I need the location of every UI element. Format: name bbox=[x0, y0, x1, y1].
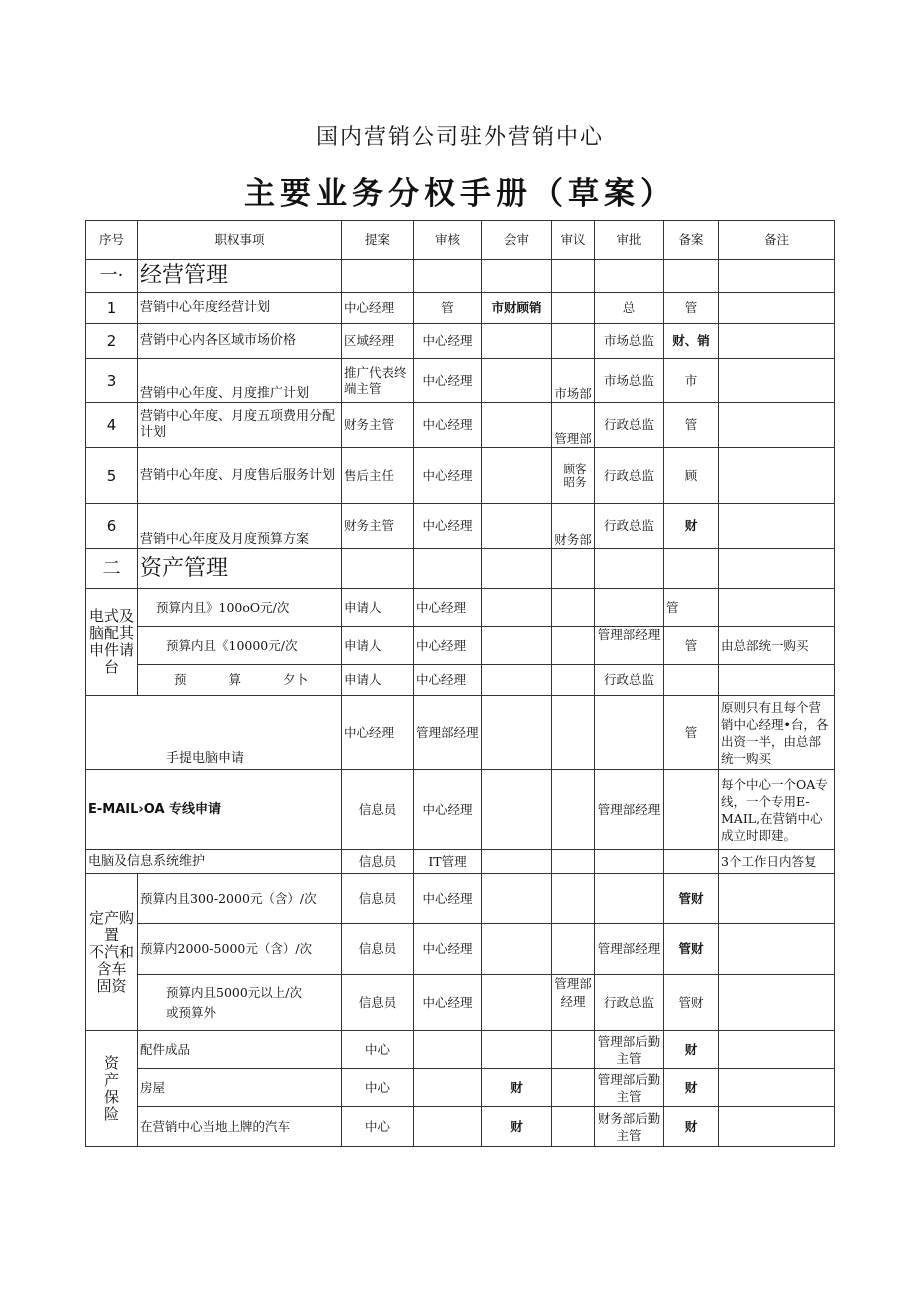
authority-item: 手提电脑申请 bbox=[86, 696, 342, 770]
remark-cell bbox=[719, 403, 835, 448]
deliberation-cell: 管理部 bbox=[552, 403, 595, 448]
proposal-cell: 中心经理 bbox=[342, 293, 414, 324]
filing-cell: 财 bbox=[664, 1107, 719, 1147]
authority-item: 预算内2000-5000元（含）/次 bbox=[138, 924, 342, 975]
header-cell: 审议 bbox=[552, 221, 595, 260]
filing-cell: 顾 bbox=[664, 448, 719, 504]
filing-cell: 管 bbox=[664, 293, 719, 324]
authority-item: 在营销中心当地上牌的汽车 bbox=[138, 1107, 342, 1147]
row-number: 5 bbox=[86, 448, 138, 504]
remark-cell bbox=[719, 665, 835, 696]
approval-cell: 管理部经理 bbox=[595, 770, 664, 850]
deliberation-cell bbox=[552, 924, 595, 975]
proposal-cell: 申请人 bbox=[342, 665, 414, 696]
group-label-part: 不汽和 bbox=[88, 942, 134, 961]
remark-cell bbox=[719, 359, 835, 403]
row-number: 2 bbox=[86, 324, 138, 359]
approval-cell: 行政总监 bbox=[595, 975, 664, 1031]
filing-cell: 管 bbox=[664, 696, 719, 770]
joint-review-cell bbox=[482, 1031, 552, 1069]
proposal-cell: 财务主管 bbox=[342, 403, 414, 448]
authority-item: E-MAIL›OA 专线申请 bbox=[86, 770, 342, 850]
remark-cell bbox=[719, 589, 835, 627]
section-number: 一· bbox=[86, 260, 138, 293]
header-cell: 备案 bbox=[664, 221, 719, 260]
proposal-cell: 申请人 bbox=[342, 627, 414, 665]
group-label-part: 固资 bbox=[96, 976, 127, 995]
approval-cell: 市场总监 bbox=[595, 324, 664, 359]
header-cell: 提案 bbox=[342, 221, 414, 260]
section-title: 资产管理 bbox=[138, 549, 342, 589]
filing-cell: 管 bbox=[664, 403, 719, 448]
table-row bbox=[86, 589, 835, 627]
approval-cell: 行政总监 bbox=[595, 665, 664, 696]
review-cell: 中心经理 bbox=[414, 403, 482, 448]
table-row bbox=[86, 696, 835, 770]
joint-review-cell bbox=[482, 448, 552, 504]
group-label-part: 含车 bbox=[96, 959, 127, 978]
filing-cell: 财 bbox=[664, 504, 719, 549]
authority-item: 营销中心年度、月度售后服务计划 bbox=[138, 448, 342, 504]
authority-item: 配件成品 bbox=[138, 1031, 342, 1069]
authority-item: 营销中心年度及月度预算方案 bbox=[138, 504, 342, 549]
proposal-cell: 信息员 bbox=[342, 924, 414, 975]
remark-cell: 原则只有且每个营销中心经理•台，各出资一半，由总部统一购买 bbox=[719, 696, 835, 770]
proposal-cell: 财务主管 bbox=[342, 504, 414, 549]
review-cell: 中心经理 bbox=[414, 589, 482, 627]
approval-cell: 管理部后勤主管 bbox=[595, 1031, 664, 1069]
approval-cell: 财务部后勤主管 bbox=[595, 1107, 664, 1147]
page-title: 主要业务分权手册（草案） bbox=[244, 176, 676, 212]
remark-cell bbox=[719, 293, 835, 324]
authority-item: 预算内且300-2000元（含）/次 bbox=[138, 874, 342, 924]
joint-review-cell bbox=[482, 359, 552, 403]
group-label-part: 定产购置 bbox=[88, 908, 134, 944]
filing-cell: 市 bbox=[664, 359, 719, 403]
remark-cell bbox=[719, 324, 835, 359]
review-cell: 中心经理 bbox=[414, 627, 482, 665]
filing-cell: 管 bbox=[664, 627, 719, 665]
authority-item: 营销中心年度、月度推广计划 bbox=[138, 359, 342, 403]
header-cell: 审核 bbox=[414, 221, 482, 260]
approval-cell: 行政总监 bbox=[595, 448, 664, 504]
review-cell: 中心经理 bbox=[414, 874, 482, 924]
table-row bbox=[86, 448, 835, 504]
authority-item: 电脑及信息系统维护 bbox=[86, 850, 342, 874]
joint-review-cell: 财 bbox=[482, 1107, 552, 1147]
authority-item: 预算内且《10000元/次 bbox=[138, 627, 342, 665]
filing-cell bbox=[664, 665, 719, 696]
proposal-cell: 推广代表终端主管 bbox=[342, 359, 414, 403]
proposal-cell: 中心 bbox=[342, 1107, 414, 1147]
authority-item: 营销中心年度、月度五项费用分配计划 bbox=[138, 403, 342, 448]
table-row bbox=[86, 665, 835, 696]
table-row bbox=[86, 850, 835, 874]
deliberation-cell bbox=[552, 874, 595, 924]
table-row bbox=[86, 627, 835, 665]
proposal-cell: 信息员 bbox=[342, 975, 414, 1031]
joint-review-cell: 财 bbox=[482, 1069, 552, 1107]
deliberation-cell bbox=[552, 324, 595, 359]
joint-review-cell bbox=[482, 324, 552, 359]
review-cell: 中心经理 bbox=[414, 359, 482, 403]
header-cell: 审批 bbox=[595, 221, 664, 260]
authority-table bbox=[85, 220, 835, 1147]
remark-cell: 由总部统一购买 bbox=[719, 627, 835, 665]
header-cell: 备注 bbox=[719, 221, 835, 260]
section-row-assets bbox=[86, 549, 835, 589]
joint-review-cell: 市财顾销 bbox=[482, 293, 552, 324]
remark-cell: 每个中心一个OA专线，一个专用E-MAIL,在营销中心成立时即建。 bbox=[719, 770, 835, 850]
proposal-cell: 申请人 bbox=[342, 589, 414, 627]
approval-cell: 管理部经理 bbox=[595, 627, 664, 665]
remark-cell bbox=[719, 448, 835, 504]
table-row bbox=[86, 403, 835, 448]
deliberation-cell bbox=[552, 293, 595, 324]
filing-cell: 财 bbox=[664, 1031, 719, 1069]
review-cell: 中心经理 bbox=[414, 504, 482, 549]
proposal-cell: 信息员 bbox=[342, 874, 414, 924]
review-cell: 中心经理 bbox=[414, 770, 482, 850]
authority-item: 房屋 bbox=[138, 1069, 342, 1107]
deliberation-cell: 管理部经理 bbox=[552, 975, 595, 1031]
table-row bbox=[86, 770, 835, 850]
remark-cell: 3个工作日内答复 bbox=[719, 850, 835, 874]
proposal-cell: 中心 bbox=[342, 1031, 414, 1069]
review-cell: 管理部经理 bbox=[414, 696, 482, 770]
table-row bbox=[86, 874, 835, 924]
table-header-row bbox=[86, 221, 835, 260]
header-cell: 会审 bbox=[482, 221, 552, 260]
table-row bbox=[86, 1107, 835, 1147]
authority-item: 营销中心内各区域市场价格 bbox=[138, 324, 342, 359]
row-number: 1 bbox=[86, 293, 138, 324]
filing-cell: 财 bbox=[664, 1069, 719, 1107]
review-cell: 中心经理 bbox=[414, 448, 482, 504]
authority-item: 营销中心年度经营计划 bbox=[138, 293, 342, 324]
review-cell: 管 bbox=[414, 293, 482, 324]
row-number: 6 bbox=[86, 504, 138, 549]
table-row bbox=[86, 293, 835, 324]
page-subtitle: 国内营销公司驻外营销中心 bbox=[315, 125, 604, 150]
review-cell: 中心经理 bbox=[414, 924, 482, 975]
proposal-cell: 区域经理 bbox=[342, 324, 414, 359]
header-cell: 序号 bbox=[86, 221, 138, 260]
review-cell: 中心经理 bbox=[414, 324, 482, 359]
deliberation-cell: 财务部 bbox=[552, 504, 595, 549]
row-number: 3 bbox=[86, 359, 138, 403]
proposal-cell: 信息员 bbox=[342, 850, 414, 874]
table-row bbox=[86, 504, 835, 549]
deliberation-cell: 市场部 bbox=[552, 359, 595, 403]
review-cell: 中心经理 bbox=[414, 975, 482, 1031]
table-row bbox=[86, 924, 835, 975]
proposal-cell: 中心经理 bbox=[342, 696, 414, 770]
filing-cell: 管财 bbox=[664, 975, 719, 1031]
table-row bbox=[86, 1069, 835, 1107]
authority-item: 预算内且》100oO元/次 bbox=[138, 589, 342, 627]
review-cell: IT管理 bbox=[414, 850, 482, 874]
filing-cell: 财、销 bbox=[664, 324, 719, 359]
approval-cell: 总 bbox=[595, 293, 664, 324]
proposal-cell: 信息员 bbox=[342, 770, 414, 850]
table-row bbox=[86, 1031, 835, 1069]
table-row bbox=[86, 324, 835, 359]
proposal-cell: 售后主任 bbox=[342, 448, 414, 504]
filing-cell: 管财 bbox=[664, 924, 719, 975]
authority-item: 预 算 夕卜 bbox=[138, 665, 342, 696]
approval-cell bbox=[595, 589, 664, 627]
approval-cell: 管理部后勤主管 bbox=[595, 1069, 664, 1107]
row-number: 4 bbox=[86, 403, 138, 448]
approval-cell: 管理部经理 bbox=[595, 924, 664, 975]
approval-cell: 市场总监 bbox=[595, 359, 664, 403]
table-row bbox=[86, 359, 835, 403]
remark-cell bbox=[719, 504, 835, 549]
approval-cell: 行政总监 bbox=[595, 504, 664, 549]
section-number: 二 bbox=[86, 549, 138, 589]
section-row-operations bbox=[86, 260, 835, 293]
filing-cell: 管 bbox=[664, 589, 719, 627]
review-cell: 中心经理 bbox=[414, 665, 482, 696]
group-label-insurance: 资产保险 bbox=[86, 1031, 138, 1147]
authority-item: 预算内且5000元以上/次或预算外 bbox=[138, 975, 342, 1031]
section-title: 经营管理 bbox=[138, 260, 342, 293]
approval-cell: 行政总监 bbox=[595, 403, 664, 448]
deliberation-cell: 顾客昭务 bbox=[552, 448, 595, 504]
joint-review-cell bbox=[482, 504, 552, 549]
joint-review-cell bbox=[482, 403, 552, 448]
approval-cell bbox=[595, 874, 664, 924]
group-label-computer: 电式及脑配其申件请台 bbox=[86, 589, 138, 696]
filing-cell: 管财 bbox=[664, 874, 719, 924]
proposal-cell: 中心 bbox=[342, 1069, 414, 1107]
group-label-fixed-assets bbox=[86, 874, 138, 1031]
table-row bbox=[86, 975, 835, 1031]
header-cell: 职权事项 bbox=[138, 221, 342, 260]
